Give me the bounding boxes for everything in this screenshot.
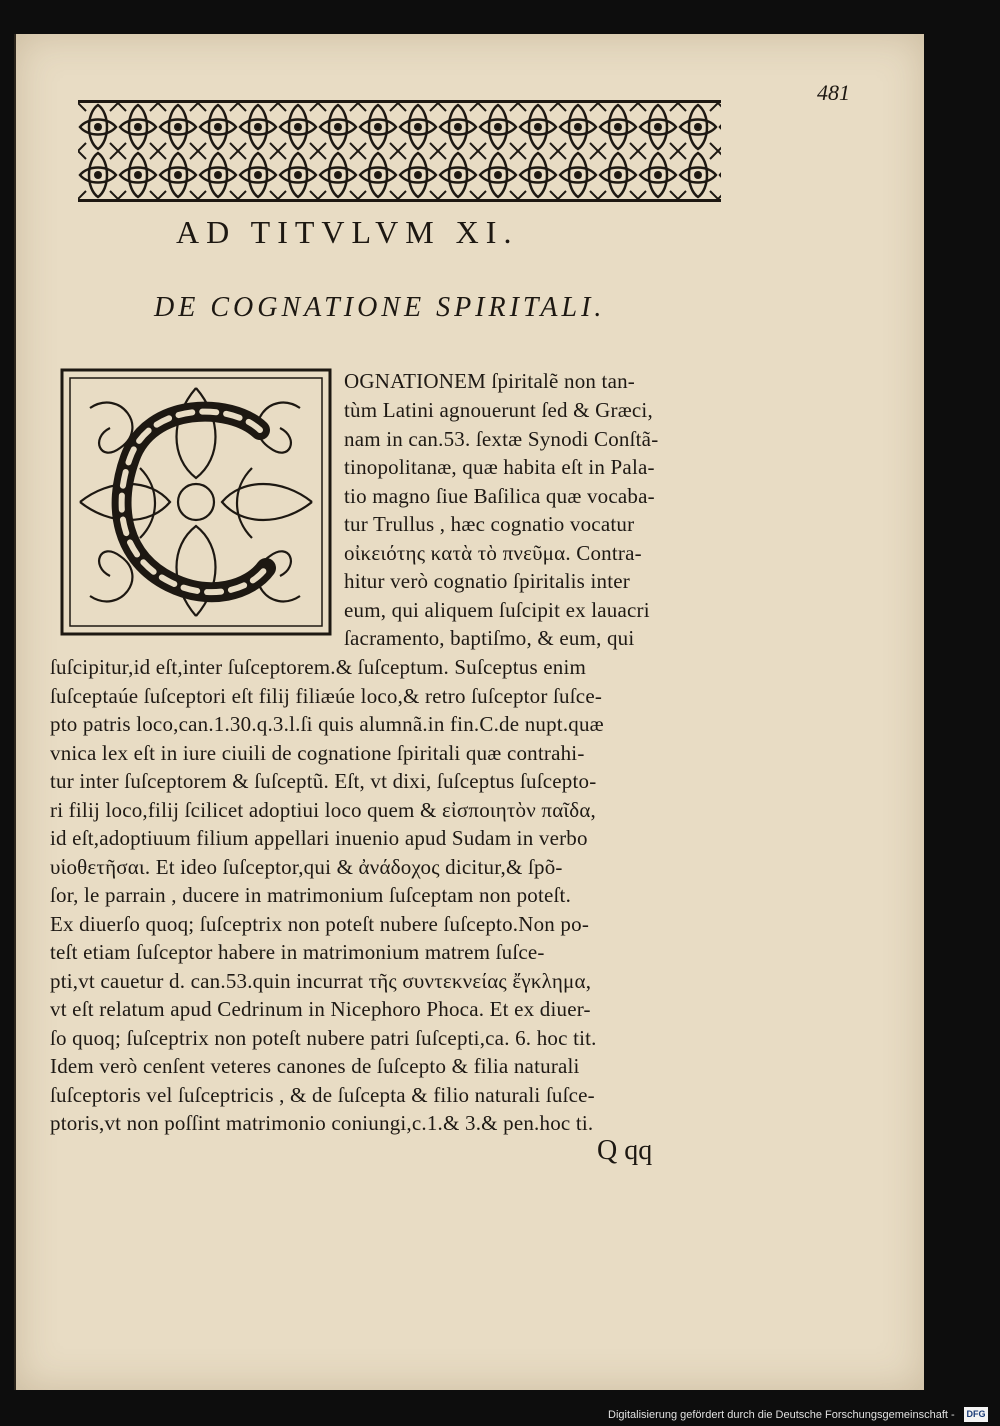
text-line: eum, qui aliquem ſuſcipit ex lauacri: [344, 598, 650, 622]
text-line: ri filij loco,filij ſcilicet adoptiui loco quem & εἰσποιητὸν παῖδα,: [50, 798, 597, 822]
text-line: ptoris,vt non poſſint matrimonio coniungi,c.1.& 3.& pen.hoc ti.: [50, 1111, 594, 1135]
text-line: id eſt,adoptiuum filium appellari inuenio apud Sudam in verbo: [50, 826, 588, 850]
text-line: tur Trullus , hæc cognatio vocatur: [344, 512, 635, 536]
text-line: ſuſceptaúe ſuſceptori eſt filij filiæúe loco,& retro ſuſceptor ſuſce-: [50, 684, 603, 708]
text-line: οἰκειότης κατὰ τὸ πνεῦμα. Contra-: [344, 541, 642, 565]
section-title: AD TITVLVM XI.: [176, 214, 519, 250]
text-line: vnica lex eſt in iure ciuili de cognatione ſpiritali quæ contrahi-: [50, 741, 585, 765]
text-line: Ex diuerſo quoq; ſuſceptrix non poteſt nubere ſuſcepto.Non po-: [50, 912, 590, 936]
text-line: ſacramento, baptiſmo, & eum, qui: [344, 626, 635, 650]
text-line: tio magno ſiue Baſilica quæ vocaba-: [344, 484, 655, 508]
text-line: teſt etiam ſuſceptor habere in matrimonium matrem ſuſce-: [50, 940, 545, 964]
text-line: pti,vt cauetur d. can.53.quin incurrat τῆς συντεκνείας ἔγκλημα,: [50, 969, 592, 993]
text-line: ſor, le parrain , ducere in matrimonium ſuſceptam non poteſt.: [50, 883, 572, 907]
section-subtitle: DE COGNATIONE SPIRITALI.: [154, 292, 606, 323]
text-line: tùm Latini agnouerunt ſed & Græci,: [344, 398, 653, 422]
ornamental-headpiece: [78, 100, 721, 202]
text-line: ſo quoq; ſuſceptrix non poteſt nubere patri ſuſcepti,ca. 6. hoc tit.: [50, 1026, 597, 1050]
text-line: vt eſt relatum apud Cedrinum in Nicephoro Phoca. Et ex diuer-: [50, 997, 591, 1021]
dfg-logo-icon: DFG: [964, 1407, 988, 1422]
text-line: tur inter ſuſceptorem & ſuſceptũ. Eſt, vt dixi, ſuſceptus ſuſcepto-: [50, 769, 597, 793]
text-line: tinopolitanæ, quæ habita eſt in Pala-: [344, 455, 655, 479]
text-line: υἱοθετῆσαι. Et ideo ſuſceptor,qui & ἀνάδοχος dicitur,& ſpõ-: [50, 855, 563, 879]
text-line: ſuſcipitur,id eſt,inter ſuſceptorem.& ſuſceptum. Suſceptus enim: [50, 655, 587, 679]
funding-credit: Digitalisierung gefördert durch die Deutsche Forschungsgemeinschaft -: [608, 1409, 955, 1421]
text-line: OGNATIONEM ſpiritalẽ non tan-: [344, 369, 635, 393]
decorated-initial-c: [60, 368, 332, 636]
text-line: Idem verò cenſent veteres canones de ſuſcepto & filia naturali: [50, 1054, 580, 1078]
text-line: hitur verò cognatio ſpiritalis inter: [344, 569, 630, 593]
text-line: ſuſceptoris vel ſuſceptricis , & de ſuſcepta & filio naturali ſuſce-: [50, 1083, 595, 1107]
page-number: 481: [817, 80, 850, 105]
text-line: nam in can.53. ſextæ Synodi Conſtã-: [344, 427, 659, 451]
catchword-signature: Q qq: [597, 1135, 653, 1166]
text-line: pto patris loco,can.1.30.q.3.l.ſi quis alumnã.in fin.C.de nupt.quæ: [50, 712, 604, 736]
